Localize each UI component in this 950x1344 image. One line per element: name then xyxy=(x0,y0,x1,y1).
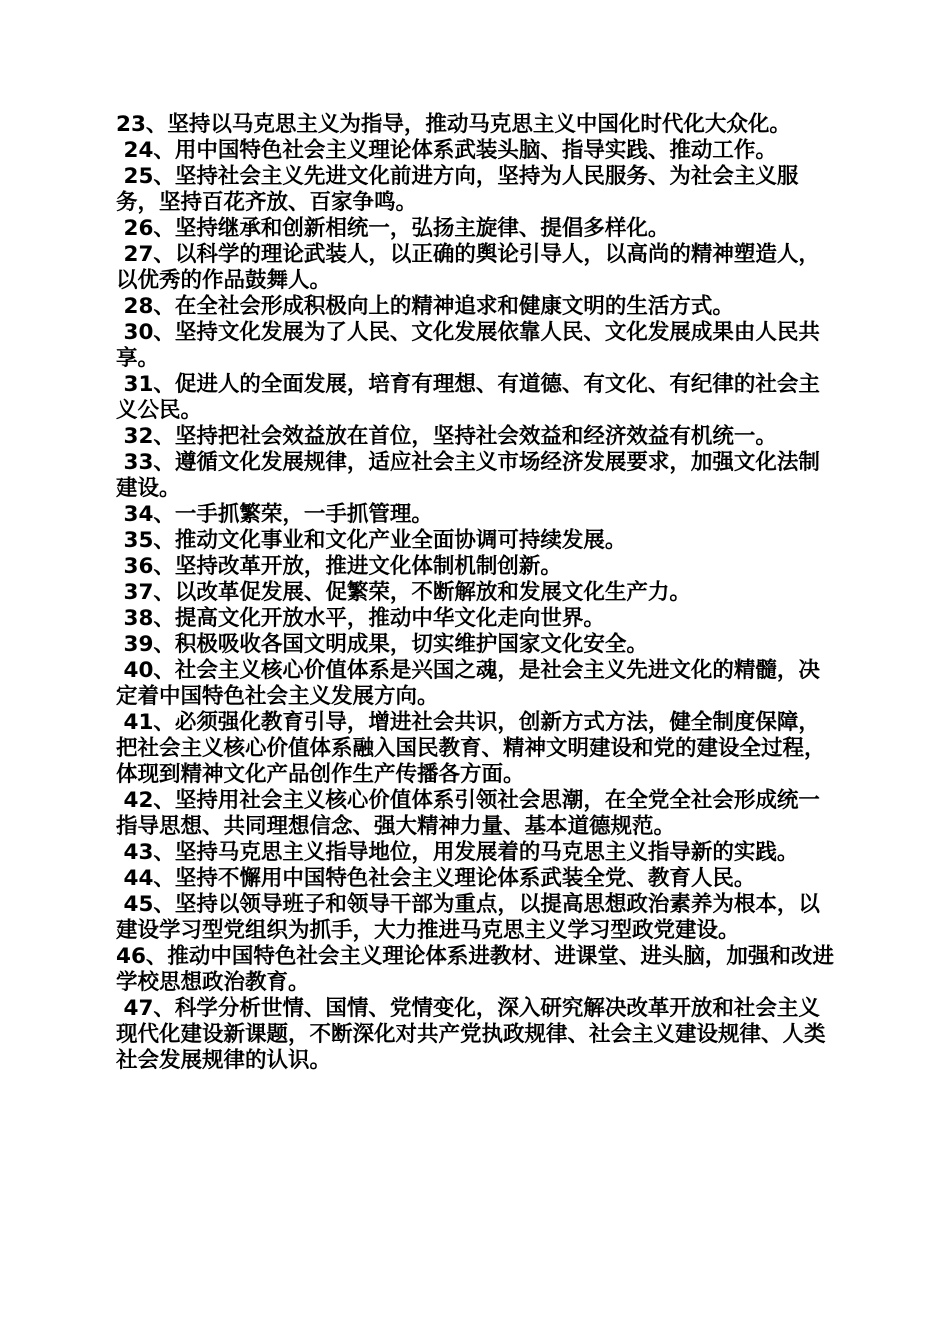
paragraph-24: 24、用中国特色社会主义理论体系武装头脑、指导实践、推动工作。 xyxy=(116,138,777,163)
paragraph-35: 35、推动文化事业和文化产业全面协调可持续发展。 xyxy=(116,528,627,553)
paragraph-36: 36、坚持改革开放，推进文化体制机制创新。 xyxy=(116,554,562,579)
paragraph-39: 39、积极吸收各国文明成果，切实维护国家文化安全。 xyxy=(116,632,648,657)
paragraph-46: 46、推动中国特色社会主义理论体系进教材、进课堂、进头脑，加强和改进学校思想政治教育。 xyxy=(116,944,834,995)
paragraph-27: 27、以科学的理论武装人，以正确的舆论引导人，以高尚的精神塑造人，以优秀的作品鼓舞人。 xyxy=(116,242,820,293)
document-body xyxy=(116,112,838,1074)
paragraph-47: 47、科学分析世情、国情、党情变化，深入研究解决改革开放和社会主义现代化建设新课题，不断深化对共产党执政规律、社会主义建设规律、人类社会发展规律的认识。 xyxy=(116,996,826,1073)
paragraph-38: 38、提高文化开放水平，推动中华文化走向世界。 xyxy=(116,606,605,631)
paragraph-41: 41、必须强化教育引导，增进社会共识，创新方式方法，健全制度保障，把社会主义核心价值体系融入国民教育、精神文明建设和党的建设全过程，体现到精神文化产品创作生产传播各方面。 xyxy=(116,710,826,787)
paragraph-31: 31、促进人的全面发展，培育有理想、有道德、有文化、有纪律的社会主义公民。 xyxy=(116,372,820,423)
paragraph-23: 23、坚持以马克思主义为指导，推动马克思主义中国化时代化大众化。 xyxy=(116,112,791,137)
paragraph-28: 28、在全社会形成积极向上的精神追求和健康文明的生活方式。 xyxy=(116,294,734,319)
paragraph-25: 25、坚持社会主义先进文化前进方向，坚持为人民服务、为社会主义服务，坚持百花齐放、百家争鸣。 xyxy=(116,164,799,215)
paragraph-33: 33、遵循文化发展规律，适应社会主义市场经济发展要求，加强文化法制建设。 xyxy=(116,450,820,501)
paragraph-45: 45、坚持以领导班子和领导干部为重点，以提高思想政治素养为根本，以建设学习型党组织为抓手，大力推进马克思主义学习型政党建设。 xyxy=(116,892,820,943)
paragraph-42: 42、坚持用社会主义核心价值体系引领社会思潮，在全党全社会形成统一指导思想、共同理想信念、强大精神力量、基本道德规范。 xyxy=(116,788,820,839)
paragraph-43: 43、坚持马克思主义指导地位，用发展着的马克思主义指导新的实践。 xyxy=(116,840,799,865)
paragraph-40: 40、社会主义核心价值体系是兴国之魂，是社会主义先进文化的精髓，决定着中国特色社会主义发展方向。 xyxy=(116,658,820,709)
paragraph-44: 44、坚持不懈用中国特色社会主义理论体系武装全党、教育人民。 xyxy=(116,866,756,891)
paragraph-32: 32、坚持把社会效益放在首位，坚持社会效益和经济效益有机统一。 xyxy=(116,424,777,449)
paragraph-30: 30、坚持文化发展为了人民、文化发展依靠人民、文化发展成果由人民共享。 xyxy=(116,320,820,371)
paragraph-26: 26、坚持继承和创新相统一，弘扬主旋律、提倡多样化。 xyxy=(116,216,670,241)
paragraph-34: 34、一手抓繁荣，一手抓管理。 xyxy=(116,502,433,527)
paragraph-37: 37、以改革促发展、促繁荣，不断解放和发展文化生产力。 xyxy=(116,580,691,605)
